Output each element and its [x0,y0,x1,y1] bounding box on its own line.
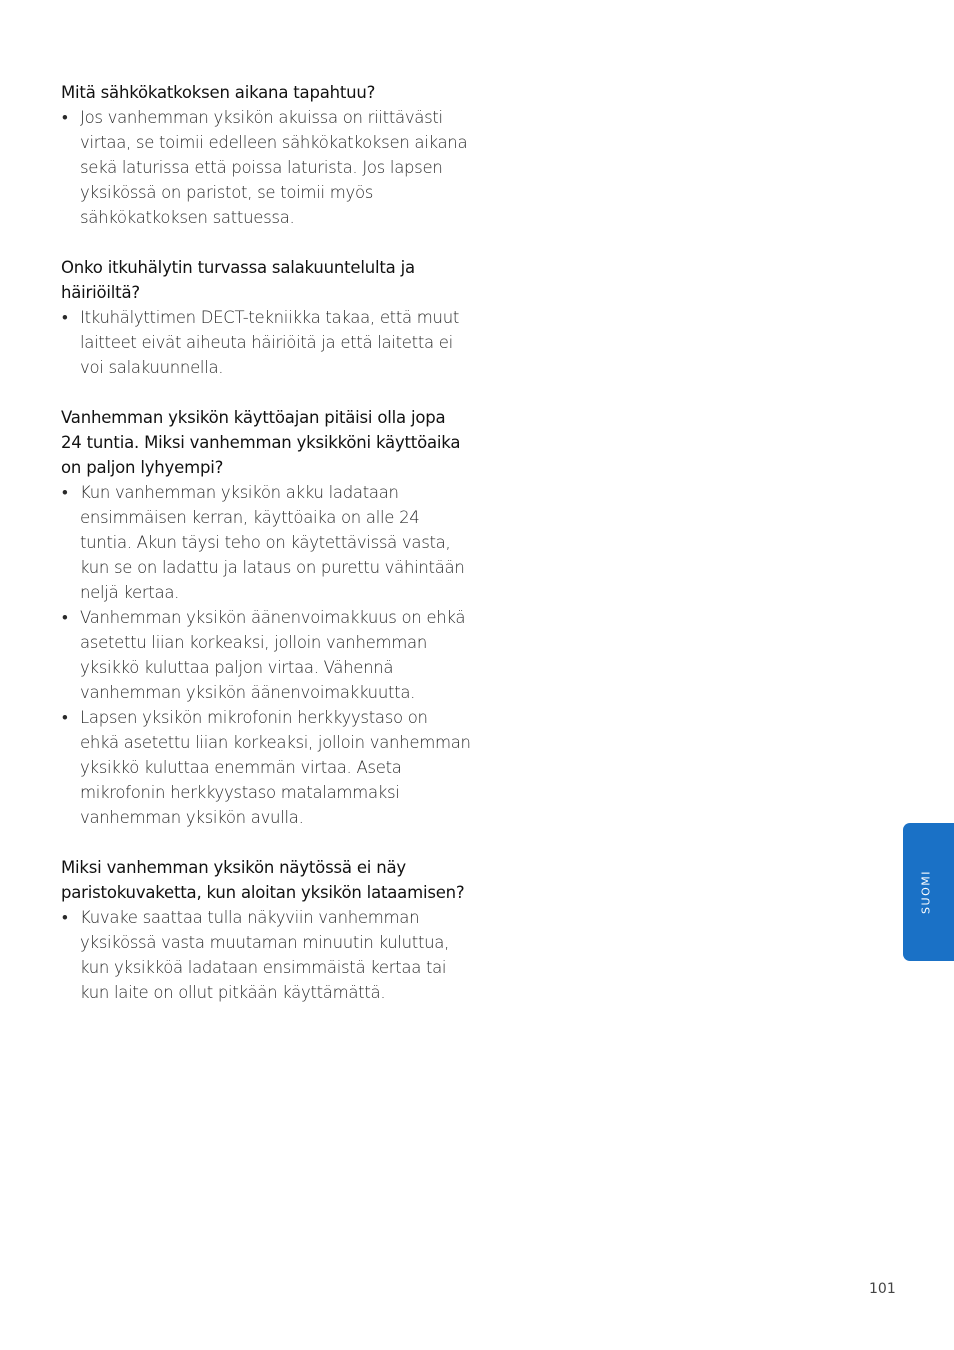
faq-answer-item [61,305,471,380]
faq-answer-text: Kuvake saattaa tulla näkyviin vanhemman yksikössä vasta muutaman minuutin kuluttua, kun yksikköä ladataan ensimmäistä kertaa tai kun laite on ollut pitkään käyttämättä. [80,908,450,1002]
faq-content [61,80,471,1030]
faq-answer-item [61,905,471,1005]
faq-question: Mitä sähkökatkoksen aikana tapahtuu? [61,83,376,102]
bullet-icon: • [62,908,68,927]
faq-answer-item [61,105,471,230]
faq-answer-item [61,605,471,705]
faq-section [61,80,471,230]
bullet-icon: • [62,483,68,502]
bullet-icon: • [62,608,68,627]
bullet-icon: • [62,308,68,327]
faq-section [61,405,471,830]
faq-answer-item [61,705,471,830]
faq-answer-list [61,105,471,230]
bullet-icon: • [62,708,68,727]
bullet-icon: • [62,108,68,127]
faq-question: Vanhemman yksikön käyttöajan pitäisi olla jopa 24 tuntia. Miksi vanhemman yksikköni käyttöaika on paljon lyhyempi? [61,408,461,477]
faq-answer-text: Vanhemman yksikön äänenvoimakkuus on ehkä asetettu liian korkeaksi, jolloin vanhemman yksikkö kuluttaa paljon virtaa. Vähennä vanhemman yksikön äänenvoimakkuutta. [80,608,466,702]
faq-answer-list [61,480,471,830]
faq-answer-text: Lapsen yksikön mikrofonin herkkyystaso on ehkä asetettu liian korkeaksi, jolloin vanhemman yksikkö kuluttaa enemmän virtaa. Aseta mikrofonin herkkyystaso matalammaksi vanhemman yksikön avulla. [80,708,471,827]
faq-answer-item [61,480,471,605]
faq-answer-list [61,905,471,1005]
faq-question: Onko itkuhälytin turvassa salakuuntelulta ja häiriöiltä? [61,258,415,302]
faq-question: Miksi vanhemman yksikön näytössä ei näy paristokuvaketta, kun aloitan yksikön lataamisen? [61,858,465,902]
language-tab-label: SUOMI [919,870,933,914]
faq-section [61,855,471,1005]
faq-answer-text: Kun vanhemman yksikön akku ladataan ensimmäisen kerran, käyttöaika on alle 24 tuntia. Akun täysi teho on käytettävissä vasta, kun se on ladattu ja lataus on purettu vähintään neljä kertaa. [80,483,465,602]
faq-answer-list [61,305,471,380]
faq-section [61,255,471,380]
page-number: 101 [869,1281,896,1297]
faq-answer-text: Jos vanhemman yksikön akuissa on riittävästi virtaa, se toimii edelleen sähkökatkoksen aikana sekä laturissa että poissa laturista. Jos lapsen yksikössä on paristot, se toimii myös sähkökatkoksen sattuessa. [80,108,468,227]
faq-answer-text: Itkuhälyttimen DECT-tekniikka takaa, että muut laitteet eivät aiheuta häiriöitä ja että laitetta ei voi salakuunnella. [80,308,460,377]
